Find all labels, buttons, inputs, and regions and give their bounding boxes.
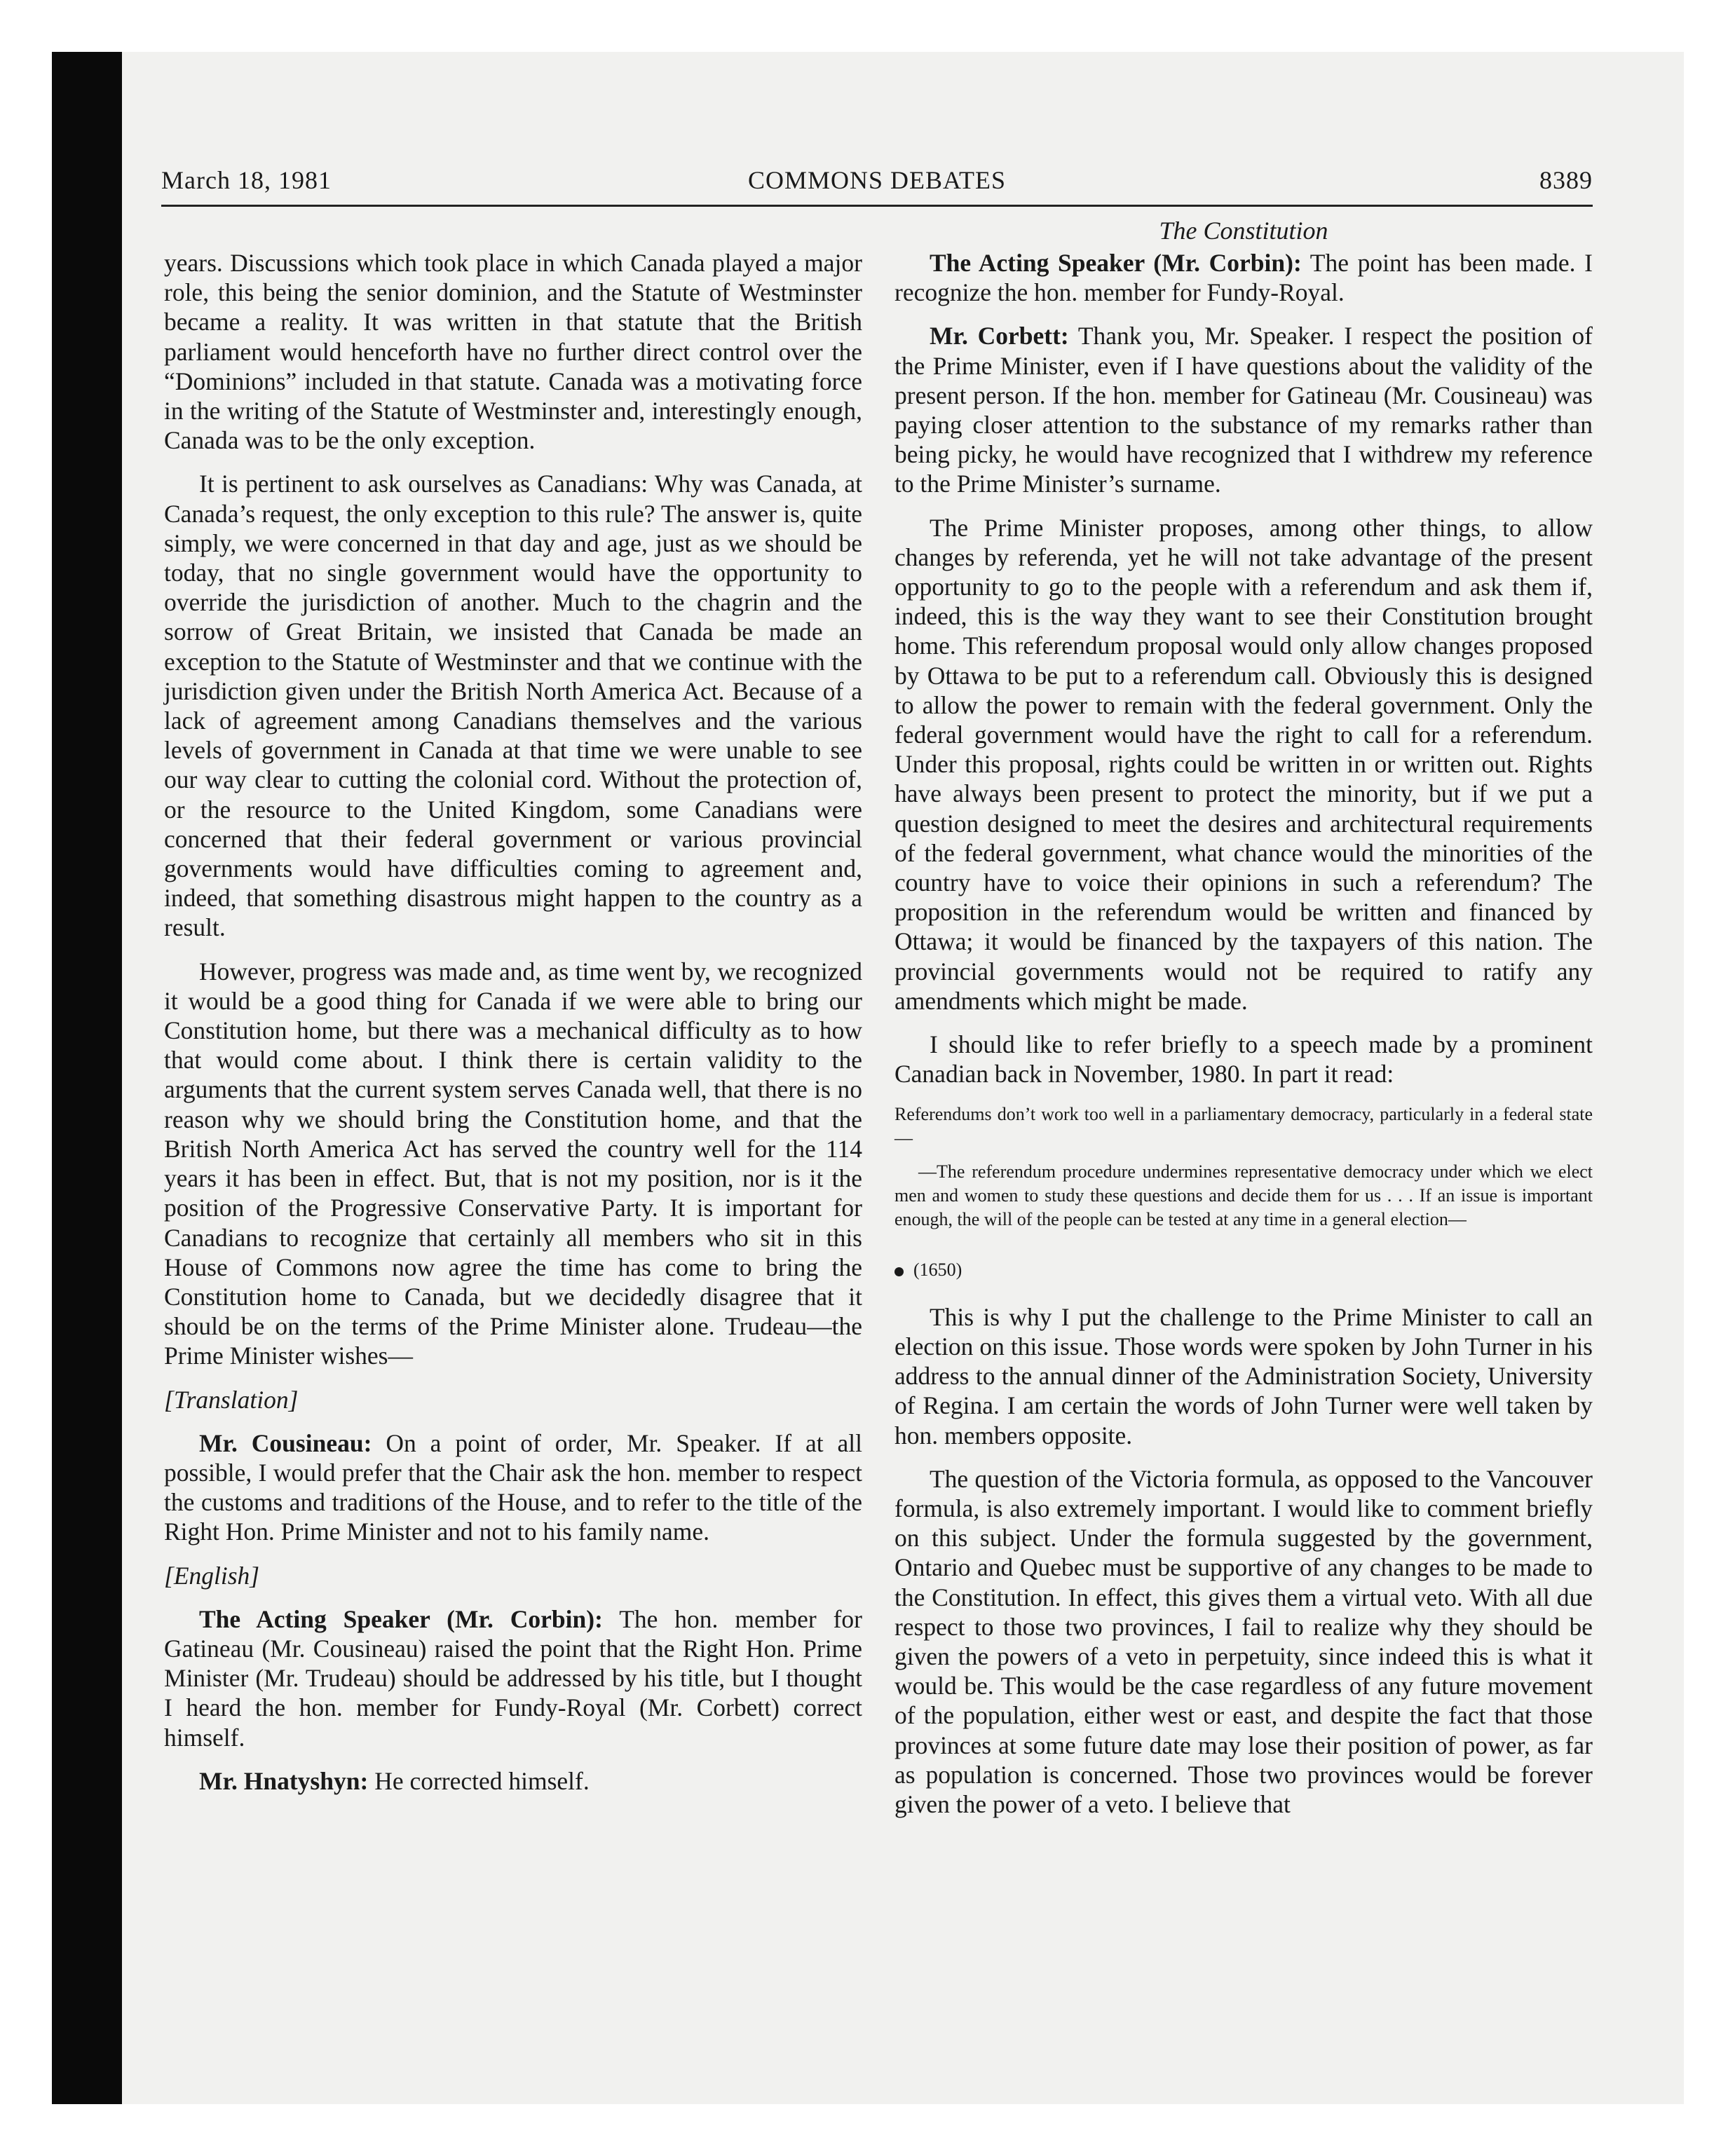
paragraph: However, progress was made and, as time went by, we recognized it would be a good thing for Canada if we were able to bring our Constitution home, but there was a mechanical difficulty as to how that would come about. I think there is certain validity to the arguments that the current system serves Canada well, that there is no reason why we should bring the Constitution home, and that the British North America Act has served the country well for the 114 years it has been in effect. But, that is not my position, nor is it the position of the Progressive Conservative Party. It is important for Canadians to recognize that certainly all members who sit in this House of Commons now agree the time has come to bring the Constitution home to Canada, but we decidedly disagree that it should be on the terms of the Prime Minister alone. Trudeau—the Prime Minister wishes— bbox=[164, 957, 862, 1370]
paragraph: The question of the Victoria formula, as opposed to the Vancouver formula, is also extremely important. I would like to comment briefly on this subject. Under the formula suggested by the government, Ontario and Quebec must be supportive of any changes to be made to the Constitution. In effect, this gives them a virtual veto. With all due respect to those two provinces, I fail to realize why they should be given the powers of a veto in perpetuity, since indeed this is what it would be. This would be the case regardless of any future movement of the population, either west or east, and despite the fact that those provinces at some future date may lose their position of power, as far as population is concerned. Those two provinces would be forever given the power of a veto. I believe that bbox=[894, 1464, 1593, 1818]
running-head: The Constitution bbox=[1159, 217, 1328, 245]
section-label-english: [English] bbox=[164, 1561, 260, 1590]
bullet-icon bbox=[894, 1267, 904, 1276]
paragraph: I should like to refer briefly to a speech made by a prominent Canadian back in November, 1980. In part it read: bbox=[894, 1030, 1593, 1089]
section-label-translation: [Translation] bbox=[164, 1385, 299, 1414]
speech-text: Thank you, Mr. Speaker. I respect the position of the Prime Minister, even if I have questions about the validity of the present person. If the hon. member for Gatineau (Mr. Cousineau) was paying closer attention to the substance of my remarks rather than being picky, he would have recognized that I withdrew my reference to the Prime Minister’s surname. bbox=[894, 322, 1593, 498]
paragraph: years. Discussions which took place in which Canada played a major role, this being the senior dominion, and the Statute of Westminster became a reality. It was written in that statute that the British parliament would henceforth have no further direct control over the “Dominions” included in that statute. Canada was a motivating force in the writing of the Statute of Westminster and, interestingly enough, Canada was to be the only exception. bbox=[164, 249, 862, 455]
block-quote: —The referendum procedure undermines representative democracy under which we elect men and women to study these questions and decide them for us . . . If an issue is important enough, the will of the people can be tested at any time in a general election— bbox=[894, 1161, 1593, 1230]
speaker-name: Mr. Cousineau: bbox=[199, 1428, 372, 1457]
page-header bbox=[161, 163, 1593, 207]
speech-acting-speaker bbox=[894, 248, 1593, 307]
speaker-name: Mr. Corbett: bbox=[930, 322, 1069, 350]
header-page-number: 8389 bbox=[1539, 166, 1593, 194]
speech-hnatyshyn bbox=[164, 1766, 862, 1796]
block-quote: Referendums don’t work too well in a parliamentary democracy, particularly in a federal state— bbox=[894, 1104, 1593, 1149]
time-marker bbox=[894, 1255, 1593, 1285]
speech-text: On a point of order, Mr. Speaker. If at all possible, I would prefer that the Chair ask the hon. member to respect the customs and traditions of the House, and to refer to the title of the Right Hon. Prime Minister and not to his family name. bbox=[164, 1428, 862, 1546]
speech-text: The point has been made. I recognize the hon. member for Fundy-Royal. bbox=[894, 249, 1593, 307]
header-title: COMMONS DEBATES bbox=[747, 166, 1007, 194]
speech-text: The hon. member for Gatineau (Mr. Cousineau) raised the point that the Right Hon. Prime Minister (Mr. Trudeau) should be addressed by his title, but I thought I heard the hon. member for Fundy-Royal (Mr. Corbett) correct himself. bbox=[164, 1604, 862, 1752]
speech-corbett bbox=[894, 321, 1593, 498]
left-column bbox=[164, 248, 862, 1810]
paragraph: This is why I put the challenge to the Prime Minister to call an election on this issue. Those words were spoken by John Turner in his address to the annual dinner of the Administration Society, University of Regina. I am certain the words of John Turner were well taken by hon. members opposite. bbox=[894, 1302, 1593, 1449]
speaker-name: The Acting Speaker (Mr. Corbin): bbox=[930, 249, 1302, 277]
paragraph: The Prime Minister proposes, among other things, to allow changes by referenda, yet he will not take advantage of the present opportunity to go to the people with a referendum and ask them if, indeed, this is the way they want to see their Constitution brought home. This referendum proposal would only allow changes proposed by Ottawa to be put to a referendum call. Obviously this is designed to allow the power to remain with the federal government. Only the federal government would have the right to call for a referendum. Under this proposal, rights could be written in or written out. Rights have always been present to protect the minority, but if we put a question designed to meet the desires and architectural requirements of the federal government, what chance would the minorities of the country have to voice their opinions in such a referendum? The proposition in the referendum would be written and financed by Ottawa; it would be financed by the taxpayers of this nation. The provincial governments would not be required to ratify any amendments which might be made. bbox=[894, 513, 1593, 1015]
header-date: March 18, 1981 bbox=[161, 166, 332, 194]
paragraph: It is pertinent to ask ourselves as Canadians: Why was Canada, at Canada’s request, the only exception to this rule? The answer is, quite simply, we were concerned in that day and age, just as we should be today, that no single government would have the opportunity to override the jurisdiction of another. Much to the chagrin and the sorrow of Great Britain, we insisted that Canada be made an exception to the Statute of Westminster and that we continue with the jurisdiction given under the British North America Act. Because of a lack of agreement among Canadians themselves and the various levels of government in Canada at that time we were unable to see our way clear to cutting the colonial cord. Without the protection of, or the resource to the United Kingdom, some Canadians were concerned that their federal government or various provincial governments would have difficulties coming to agreement and, indeed, that something disastrous might happen to the country as a result. bbox=[164, 470, 862, 942]
speaker-name: Mr. Hnatyshyn: bbox=[199, 1766, 369, 1795]
scan-binding-edge bbox=[52, 52, 122, 2104]
speech-cousineau bbox=[164, 1428, 862, 1547]
speaker-name: The Acting Speaker (Mr. Corbin): bbox=[199, 1604, 603, 1633]
speech-acting-speaker bbox=[164, 1604, 862, 1752]
speech-text: He corrected himself. bbox=[368, 1766, 590, 1795]
time-marker-text: (1650) bbox=[913, 1260, 962, 1281]
right-column bbox=[894, 248, 1593, 1833]
